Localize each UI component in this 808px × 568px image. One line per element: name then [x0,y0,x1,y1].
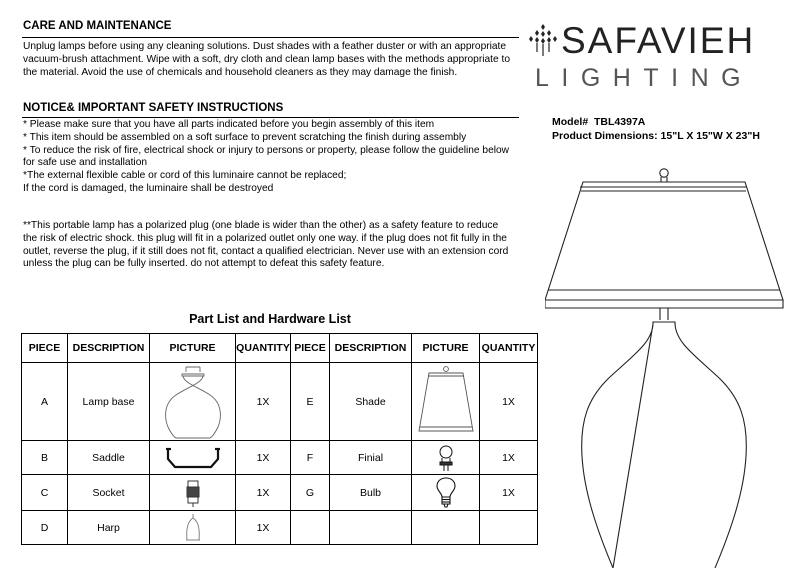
picture-cell [150,511,236,545]
quantity-cell: 1X [236,511,291,545]
picture-cell [150,475,236,511]
description-cell: Harp [68,511,150,545]
piece-cell: G [291,475,330,511]
finial-icon [436,444,456,472]
header-description: DESCRIPTION [330,334,412,363]
notice-text [23,119,509,196]
header-piece: PIECE [291,334,330,363]
model-label: Model# [552,116,589,128]
piece-cell: F [291,441,330,475]
piece-cell: D [22,511,68,545]
description-cell: Lamp base [68,363,150,441]
care-rule [22,37,519,38]
plug-note [23,220,508,271]
plug-note-line: **This portable lamp has a polarized plug (one blade is wider than the other) as a safety feature to reduce [23,220,499,231]
piece-cell: E [291,363,330,441]
notice-line: for safe use and installation [23,157,148,169]
picture-cell [150,441,236,475]
saddle-icon [165,445,221,471]
bulb-icon [435,477,457,509]
piece-cell: A [22,363,68,441]
piece-cell: C [22,475,68,511]
chandelier-icon [527,22,559,58]
plug-note-line: unless the plug can be fully inserted. do not attempt to defeat this safety feature. [23,258,385,270]
table-row [22,441,538,475]
notice-heading: NOTICE& IMPORTANT SAFETY INSTRUCTIONS [23,102,284,114]
piece-cell: B [22,441,68,475]
harp-icon [182,513,204,543]
picture-cell [412,475,480,511]
care-heading: CARE AND MAINTENANCE [23,20,172,32]
notice-line: * Please make sure that you have all parts indicated before you begin assembly of this item [23,119,435,130]
model-number [552,116,645,128]
header-picture: PICTURE [412,334,480,363]
dimensions-label: Product Dimensions: [552,130,658,142]
description-cell: Bulb [330,475,412,511]
quantity-cell: 1X [236,475,291,511]
shade-icon [415,365,477,439]
base-drawing [582,322,747,568]
care-line: the material. Avoid the use of chemicals and household cleaners as they may damage the finish. [23,66,458,78]
header-piece: PIECE [22,334,68,363]
piece-cell [291,511,330,545]
description-cell: Finial [330,441,412,475]
notice-line: * To reduce the risk of fire, electrical shock or injury to persons or property, please follow the guideline below [23,144,510,156]
table-header-row [22,334,538,363]
parts-title: Part List and Hardware List [189,312,351,326]
quantity-cell: 1X [236,441,291,475]
model-value: TBL4397A [594,116,646,128]
lamp-base-icon [162,365,224,439]
picture-cell [150,363,236,441]
notice-line: If the cord is damaged, the luminaire shall be destroyed [23,182,274,194]
product-dimensions [552,130,760,142]
description-cell: Socket [68,475,150,511]
brand-name: SAFAVIEH [561,20,756,61]
brand-logo [527,22,559,58]
header-description: DESCRIPTION [68,334,150,363]
table-row [22,511,538,545]
description-cell: Shade [330,363,412,441]
description-cell [330,511,412,545]
picture-cell [412,363,480,441]
header-picture: PICTURE [150,334,236,363]
picture-cell [412,511,480,545]
notice-line: *The external flexible cable or cord of this luminaire cannot be replaced; [23,170,347,182]
table-row [22,363,538,441]
header-quantity: QUANTITY [480,334,538,363]
lamp-illustration [545,160,795,568]
picture-cell [412,441,480,475]
finial-drawing [660,169,668,182]
care-line: Unplug lamps before using any cleaning solutions. Dust shades with a feather duster or with an appropriate [23,41,507,52]
plug-note-line: outlet, reverse the plug, if it still does not fit, contact a qualified electrician. Never use with an extension cord [23,245,509,257]
quantity-cell: 1X [236,363,291,441]
description-cell: Saddle [68,441,150,475]
header-quantity: QUANTITY [236,334,291,363]
dimensions-value: 15"L X 15"W X 23"H [660,130,760,142]
parts-table [21,333,538,545]
table-row [22,475,538,511]
care-text [23,41,510,79]
notice-line: * This item should be assembled on a soft surface to prevent scratching the finish during assembly [23,131,467,143]
socket-icon [184,478,202,508]
notice-rule [22,117,519,118]
quantity-cell: 1X [480,441,538,475]
quantity-cell [480,511,538,545]
brand-subname: LIGHTING [535,64,754,92]
quantity-cell: 1X [480,475,538,511]
shade-drawing [545,182,783,300]
care-line: vacuum-brush attachment. Wipe with a soft, dry cloth and clean lamp bases with the methods appropriate to [23,53,510,65]
plug-note-line: the risk of electric shock. this plug will fit in a polarized outlet only one way. if the plug does not fit fully in the [23,232,507,244]
quantity-cell: 1X [480,363,538,441]
